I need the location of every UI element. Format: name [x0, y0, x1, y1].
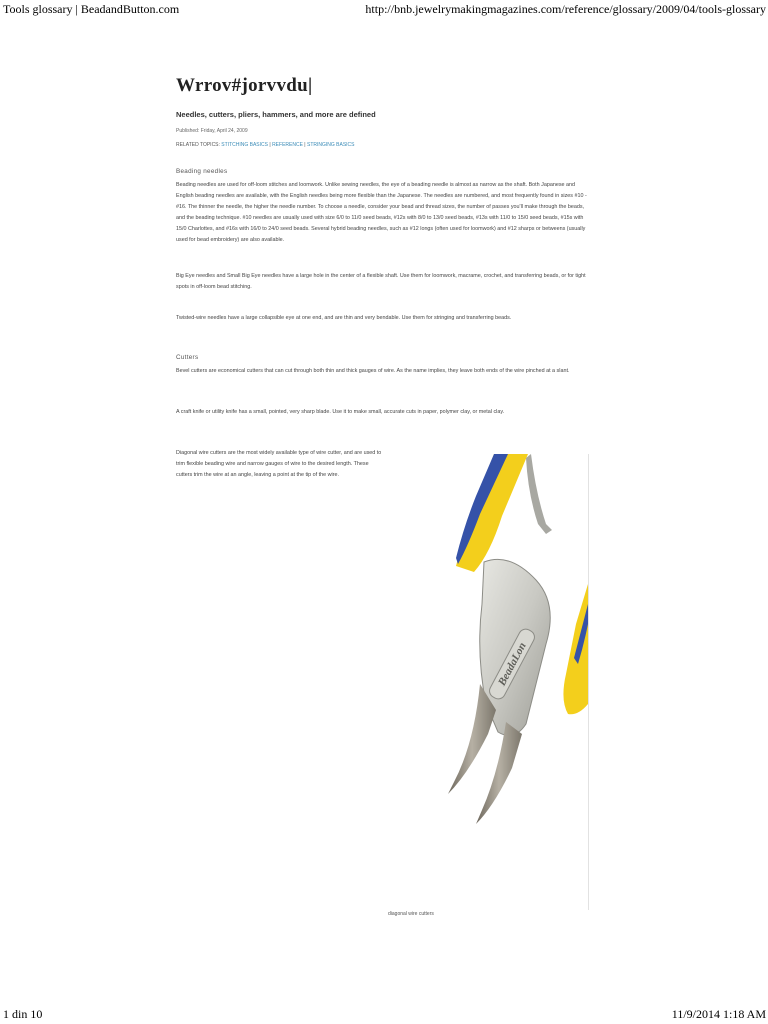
- paragraph-diagonal-wire-cutters: Diagonal wire cutters are the most widely available type of wire cutter, and are used to trim flexible beading wire and narrow gauges of wire to the desired length. These cutters trim the wire at an angle, leaving a point at the tip of the wire.: [176, 450, 382, 478]
- related-topic-reference[interactable]: REFERENCE: [272, 142, 303, 148]
- print-page-title: Tools glossary | BeadandButton.com: [3, 2, 180, 16]
- article: [176, 70, 590, 917]
- related-topic-stitching-basics[interactable]: STITCHING BASICS: [221, 142, 268, 148]
- related-topics-label: RELATED TOPICS:: [176, 142, 220, 148]
- brand-name: BeadaLon: [496, 640, 529, 688]
- return-spring: [526, 454, 552, 534]
- print-timestamp: 11/9/2014 1:18 AM: [671, 1007, 766, 1021]
- paragraph-big-eye-needles: Big Eye needles and Small Big Eye needles have a large hole in the center of a flexible shaft. Use them for loomwork, macrame, crochet, and transferring beads, or for tight spots in off-loom bead stitching.: [176, 273, 586, 290]
- related-topics: [176, 142, 355, 148]
- article-subtitle: Needles, cutters, pliers, hammers, and more are defined: [176, 110, 376, 119]
- print-page-number: 1 din 10: [3, 1007, 43, 1021]
- photo-caption: diagonal wire cutters: [388, 911, 434, 917]
- print-header: [0, 2, 768, 18]
- print-page-url: http://bnb.jewelrymakingmagazines.com/reference/glossary/2009/04/tools-glossary: [365, 2, 766, 16]
- paragraph-beading-needles: Beading needles are used for off-loom stitches and loomwork. Unlike sewing needles, the eye of a beading needle is almost as narrow as the shaft. Both Japanese and English beading needles are available, with the English needles being more flexible than the Japanese. The needles are numbered, and most frequently found in sizes #10 - #16. The thinner the needle, the higher the needle number. To choose a needle, consider your bead and thread sizes, the number of passes you'll make through the beads, and the beading technique. #10 needles are usually used with size 6/0 to 11/0 seed beads, #12s with 8/0 to 13/0 seed beads, #13s with 11/0 to 15/0 seed beads, #15s with 15/0 Charlottes, and #16s with 16/0 to 24/0 seed beads. Several hybrid beading needles, such as #12 longs (often used for loomwork) and #12 sharps or betweens (usually used for bead embroidery) are also available.: [176, 182, 587, 243]
- handle-right-grip: [563, 584, 588, 714]
- article-title: Wrrov#jorvvdu|: [176, 75, 313, 96]
- related-topic-stringing-basics[interactable]: STRINGING BASICS: [306, 142, 355, 148]
- print-footer: [0, 1007, 768, 1023]
- section-heading-beading-needles: Beading needles: [176, 168, 228, 175]
- paragraph-craft-knife: A craft knife or utility knife has a small, pointed, very sharp blade. Use it to make small, accurate cuts in paper, polymer clay, or metal clay.: [176, 409, 505, 415]
- related-separator: |: [267, 142, 273, 148]
- diagonal-wire-cutters-image: [428, 454, 588, 910]
- paragraph-bevel-cutters: Bevel cutters are economical cutters that can cut through both thin and thick gauges of wire. As the name implies, they leave both ends of the wire pinched at a slant.: [176, 368, 570, 374]
- cutter-blade-left: [448, 684, 496, 794]
- published-date: Published: Friday, April 24, 2009: [176, 128, 248, 134]
- related-separator: |: [302, 142, 307, 148]
- product-photo: [428, 454, 589, 910]
- section-heading-cutters: Cutters: [176, 354, 199, 361]
- paragraph-twisted-wire-needles: Twisted-wire needles have a large collapsible eye at one end, and are thin and very bendable. Use them for stringing and transferring beads.: [176, 315, 512, 321]
